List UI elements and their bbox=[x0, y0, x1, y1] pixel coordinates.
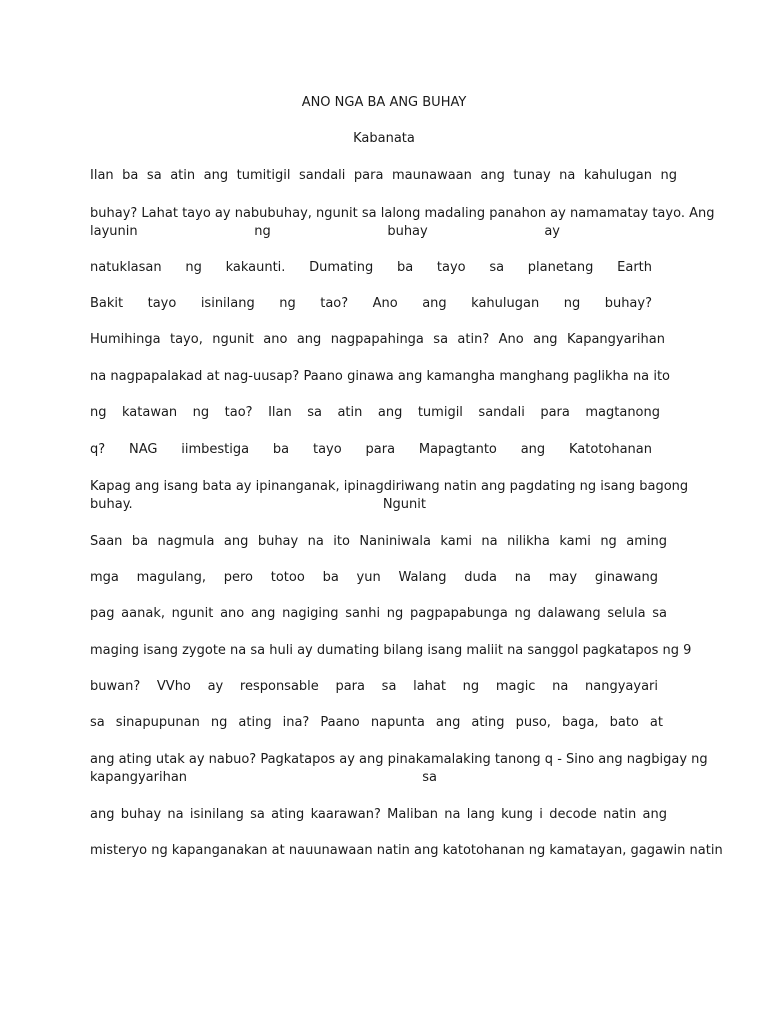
document-title: ANO NGA BA ANG BUHAY bbox=[301, 95, 467, 110]
text-line: kapangyarihan sa bbox=[90, 770, 437, 785]
text-line: Humihinga tayo, ngunit ano ang nagpapahinga sa atin? Ano ang Kapangyarihan bbox=[90, 332, 665, 347]
document-subtitle: Kabanata bbox=[353, 131, 415, 146]
text-line: buhay. Ngunit bbox=[90, 497, 426, 512]
text-line: Ilan ba sa atin ang tumitigil sandali para maunawaan ang tunay na kahulugan ng bbox=[90, 168, 677, 183]
text-line: Kapag ang isang bata ay ipinanganak, ipinagdiriwang natin ang pagdating ng isang bagong bbox=[90, 479, 689, 494]
text-line: natuklasan ng kakaunti. Dumating ba tayo sa planetang Earth bbox=[90, 260, 652, 275]
text-line: misteryo ng kapanganakan at nauunawaan natin ang katotohanan ng kamatayan, gagawin natin bbox=[90, 843, 723, 858]
text-line: buwan? VVho ay responsable para sa lahat ng magic na nangyayari bbox=[90, 679, 658, 694]
text-line: Bakit tayo isinilang ng tao? Ano ang kahulugan ng buhay? bbox=[90, 296, 652, 311]
text-line: mga magulang, pero totoo ba yun Walang duda na may ginawang bbox=[90, 570, 658, 585]
text-line: buhay? Lahat tayo ay nabubuhay, ngunit sa lalong madaling panahon ay namamatay tayo. Ang bbox=[90, 206, 715, 221]
text-line: sa sinapupunan ng ating ina? Paano napunta ang ating puso, baga, bato at bbox=[90, 715, 663, 730]
text-line: q? NAG iimbestiga ba tayo para Mapagtanto ang Katotohanan bbox=[90, 442, 652, 457]
text-line: na nagpapalakad at nag-uusap? Paano ginawa ang kamangha manghang paglikha na ito bbox=[90, 369, 670, 384]
text-line: pag aanak, ngunit ano ang nagiging sanhi ng pagpapabunga ng dalawang selula sa bbox=[90, 606, 667, 621]
text-line: ang ating utak ay nabuo? Pagkatapos ay ang pinakamalaking tanong q - Sino ang nagbigay ng bbox=[90, 752, 708, 767]
text-line: layunin ng buhay ay bbox=[90, 224, 560, 239]
text-line: ng katawan ng tao? Ilan sa atin ang tumigil sandali para magtanong bbox=[90, 405, 660, 420]
text-line: maging isang zygote na sa huli ay dumating bilang isang maliit na sanggol pagkatapos ng 9 bbox=[90, 643, 692, 658]
text-line: ang buhay na isinilang sa ating kaarawan? Maliban na lang kung i decode natin ang bbox=[90, 807, 667, 822]
text-line: Saan ba nagmula ang buhay na ito Naniniwala kami na nilikha kami ng aming bbox=[90, 534, 667, 549]
